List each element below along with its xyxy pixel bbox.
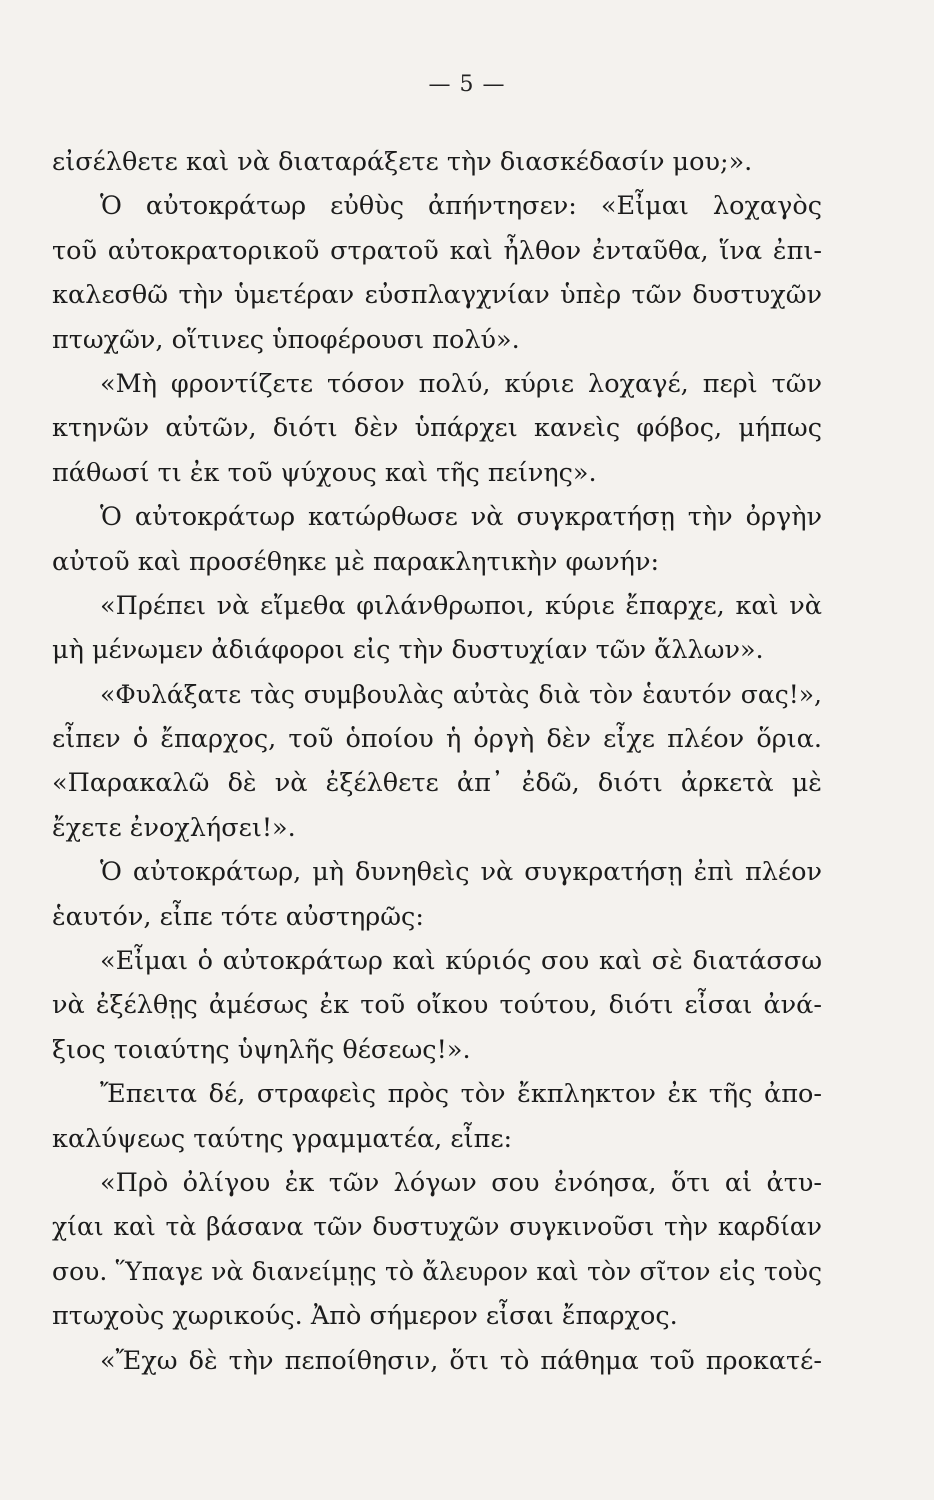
text-line: Ὁ αὐτοκράτωρ, μὴ δυνηθεὶς νὰ συγκρατήσῃ ἐπὶ πλέον: [100, 857, 822, 888]
text-line: «Πρὸ ὀλίγου ἐκ τῶν λόγων σου ἐνόησα, ὅτι αἱ ἀτυ-: [100, 1167, 822, 1198]
text-line: πτωχοὺς χωρικούς. Ἀπὸ σήμερον εἶσαι ἔπαρχος.: [52, 1301, 678, 1332]
text-line: Ὁ αὐτοκράτωρ κατώρθωσε νὰ συγκρατήσῃ τὴν ὀργὴν: [100, 502, 822, 533]
text-line: Ὁ αὐτοκράτωρ εὐθὺς ἀπήντησεν: «Εἶμαι λοχαγὸς: [100, 191, 822, 222]
text-line: ἑαυτόν, εἶπε τότε αὐστηρῶς:: [52, 901, 424, 932]
text-line: εἶπεν ὁ ἔπαρχος, τοῦ ὁποίου ἡ ὀργὴ δὲν εἶχε πλέον ὅρια.: [52, 724, 822, 755]
text-line: εἰσέλθετε καὶ νὰ διαταράξετε τὴν διασκέδασίν μου;».: [52, 147, 753, 177]
text-line: «Πρέπει νὰ εἴμεθα φιλάνθρωποι, κύριε ἔπαρχε, καὶ νὰ: [100, 590, 822, 621]
text-line: νὰ ἐξέλθῃς ἀμέσως ἐκ τοῦ οἴκου τούτου, διότι εἶσαι ἀνά-: [52, 990, 822, 1021]
text-line: χίαι καὶ τὰ βάσανα τῶν δυστυχῶν συγκινοῦσι τὴν καρδίαν: [52, 1212, 822, 1242]
text-line: καλεσθῶ τὴν ὑμετέραν εὐσπλαγχνίαν ὑπὲρ τῶν δυστυχῶν: [52, 280, 822, 311]
text-line: «Μὴ φροντίζετε τόσον πολύ, κύριε λοχαγέ, περὶ τῶν: [100, 368, 822, 399]
text-line: πτωχῶν, οἵτινες ὑποφέρουσι πολύ».: [52, 324, 520, 355]
text-line: τοῦ αὐτοκρατορικοῦ στρατοῦ καὶ ἦλθον ἐνταῦθα, ἵνα ἐπι-: [52, 235, 822, 266]
text-line: καλύψεως ταύτης γραμματέα, εἶπε:: [52, 1123, 513, 1154]
text-line: κτηνῶν αὐτῶν, διότι δὲν ὑπάρχει κανεὶς φόβος, μήπως: [52, 413, 822, 444]
text-line: «Εἶμαι ὁ αὐτοκράτωρ καὶ κύριός σου καὶ σὲ διατάσσω: [100, 946, 822, 977]
text-line: Ἔπειτα δέ, στραφεὶς πρὸς τὸν ἔκπληκτον ἐκ τῆς ἀπο-: [100, 1079, 822, 1110]
text-line: σου. Ὕπαγε νὰ διανείμῃς τὸ ἄλευρον καὶ τὸν σῖτον εἰς τοὺς: [52, 1256, 822, 1286]
text-line: πάθωσί τι ἐκ τοῦ ψύχους καὶ τῆς πείνης».: [52, 457, 597, 488]
text-line: «Ἔχω δὲ τὴν πεποίθησιν, ὅτι τὸ πάθημα τοῦ προκατέ-: [100, 1345, 822, 1376]
text-line: ξιος τοιαύτης ὑψηλῆς θέσεως!».: [52, 1034, 471, 1065]
text-line: ἔχετε ἐνοχλήσει!».: [52, 812, 296, 843]
page-number: — 5 —: [428, 72, 506, 97]
body-text: [52, 140, 822, 1383]
text-line: «Φυλάξατε τὰς συμβουλὰς αὐτὰς διὰ τὸν ἑαυτόν σας!»,: [100, 679, 822, 709]
text-line: μὴ μένωμεν ἀδιάφοροι εἰς τὴν δυστυχίαν τῶν ἄλλων».: [52, 635, 764, 666]
text-line: αὐτοῦ καὶ προσέθηκε μὲ παρακλητικὴν φωνήν:: [52, 546, 660, 577]
text-line: «Παρακαλῶ δὲ νὰ ἐξέλθετε ἀπ᾽ ἐδῶ, διότι ἀρκετὰ μὲ: [52, 768, 822, 799]
